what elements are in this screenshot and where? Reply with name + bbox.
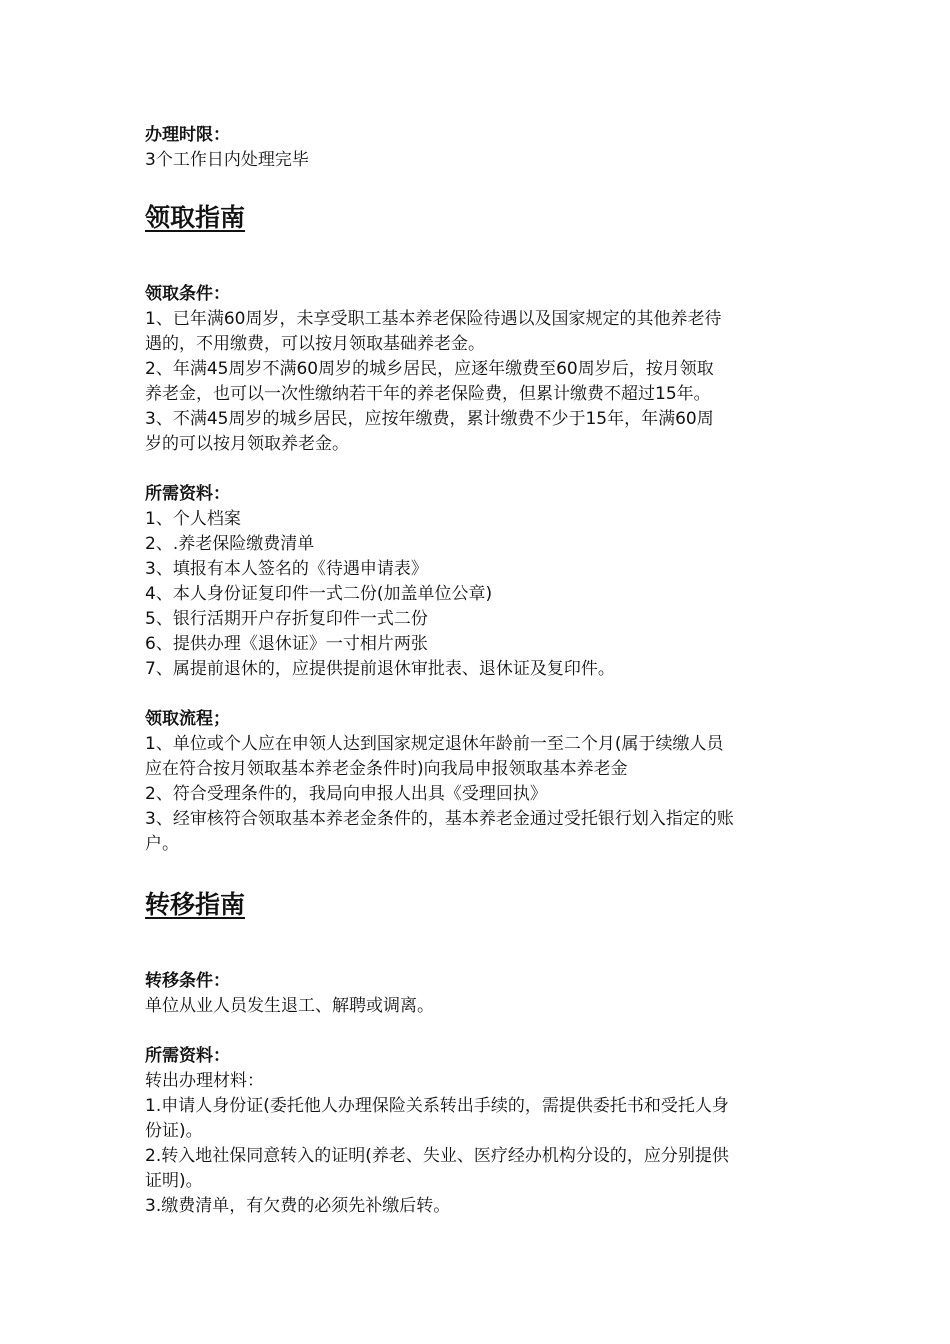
- transfer-materials-label: 所需资料：: [145, 1046, 230, 1066]
- receive-condition-line: 2、年满45周岁不满60周岁的城乡居民，应逐年缴费至60周岁后，按月领取: [145, 359, 714, 379]
- processing-time-text: 3个工作日内处理完毕: [145, 150, 309, 170]
- receive-guide-heading: 领取指南: [145, 203, 246, 232]
- transfer-material-line: 3.缴费清单，有欠费的必须先补缴后转。: [145, 1196, 451, 1216]
- document-content: [145, 123, 810, 1219]
- receive-process-line: 3、经审核符合领取基本养老金条件的，基本养老金通过受托银行划入指定的账: [145, 809, 734, 829]
- receive-conditions-label: 领取条件：: [145, 284, 230, 304]
- receive-process-line: 应在符合按月领取基本养老金条件时)向我局申报领取基本养老金: [145, 759, 628, 779]
- receive-material-item: 4、本人身份证复印件一式二份(加盖单位公章): [145, 584, 493, 604]
- receive-material-item: 3、填报有本人签名的《待遇申请表》: [145, 559, 428, 579]
- receive-condition-line: 遇的，不用缴费，可以按月领取基础养老金。: [145, 334, 485, 354]
- processing-time-label: 办理时限：: [145, 125, 230, 145]
- transfer-guide-heading: 转移指南: [145, 890, 246, 919]
- receive-material-item: 6、提供办理《退休证》一寸相片两张: [145, 634, 428, 654]
- receive-process-label: 领取流程；: [145, 709, 230, 729]
- transfer-material-line: 份证)。: [145, 1121, 203, 1141]
- receive-materials-label: 所需资料：: [145, 484, 230, 504]
- receive-condition-line: 养老金，也可以一次性缴纳若干年的养老保险费，但累计缴费不超过15年。: [145, 384, 711, 404]
- receive-material-item: 1、个人档案: [145, 509, 241, 529]
- transfer-material-line: 2.转入地社保同意转入的证明(养老、失业、医疗经办机构分设的，应分别提供: [145, 1146, 729, 1166]
- transfer-material-line: 1.申请人身份证(委托他人办理保险关系转出手续的，需提供委托书和受托人身: [145, 1096, 729, 1116]
- receive-process-line: 2、符合受理条件的，我局向申报人出具《受理回执》: [145, 784, 547, 804]
- transfer-material-line: 证明)。: [145, 1171, 203, 1191]
- transfer-conditions-label: 转移条件：: [145, 971, 230, 991]
- receive-condition-line: 岁的可以按月领取养老金。: [145, 434, 349, 454]
- receive-process-line: 户。: [145, 834, 179, 854]
- receive-material-item: 2、.养老保险缴费清单: [145, 534, 315, 554]
- receive-process-line: 1、单位或个人应在申领人达到国家规定退休年龄前一至二个月(属于续缴人员: [145, 734, 724, 754]
- receive-material-item: 7、属提前退休的，应提供提前退休审批表、退休证及复印件。: [145, 659, 615, 679]
- receive-condition-line: 3、不满45周岁的城乡居民，应按年缴费，累计缴费不少于15年，年满60周: [145, 409, 714, 429]
- receive-condition-line: 1、已年满60周岁，未享受职工基本养老保险待遇以及国家规定的其他养老待: [145, 309, 722, 329]
- transfer-condition-line: 单位从业人员发生退工、解聘或调离。: [145, 996, 434, 1016]
- transfer-material-line: 转出办理材料：: [145, 1071, 264, 1091]
- receive-material-item: 5、银行活期开户存折复印件一式二份: [145, 609, 428, 629]
